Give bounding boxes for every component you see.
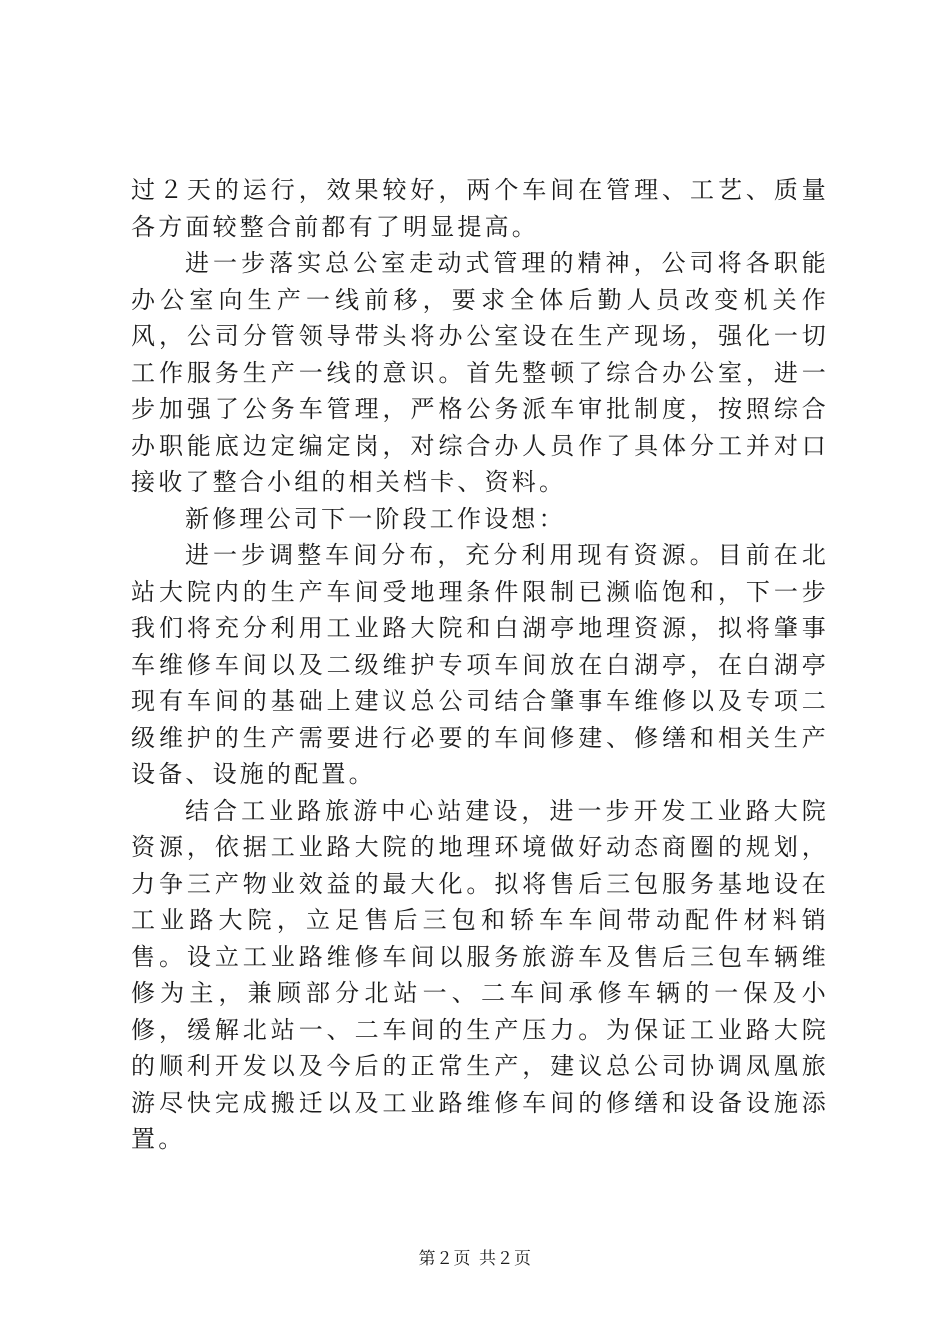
- paragraph-1: 过２天的运行，效果较好，两个车间在管理、工艺、质量各方面较整合前都有了明显提高。: [131, 176, 829, 241]
- paragraph-5: 结合工业路旅游中心站建设，进一步开发工业路大院资源，依据工业路大院的地理环境做好动态商圈的规划，力争三产物业效益的最大化。拟将售后三包服务基地设在工业路大院，立足售后三包和轿车车间带动配件材料销售。设立工业路维修车间以服务旅游车及售后三包车辆维修为主，兼顾部分北站一、二车间承修车辆的一保及小修，缓解北站一、二车间的生产压力。为保证工业路大院的顺利开发以及今后的正常生产，建议总公司协调凤凰旅游尽快完成搬迁以及工业路维修车间的修缮和设备设施添置。: [131, 796, 829, 1153]
- page-footer: [0, 1244, 950, 1269]
- paragraph-3-heading: 新修理公司下一阶段工作设想：: [185, 504, 566, 533]
- document-body: [131, 172, 829, 1158]
- page-number-current: 第２页: [418, 1249, 471, 1269]
- page-number-total: 共２页: [479, 1249, 532, 1269]
- paragraph-4: 进一步调整车间分布，充分利用现有资源。目前在北站大院内的生产车间受地理条件限制已濒临饱和，下一步我们将充分利用工业路大院和白湖亭地理资源，拟将肇事车维修车间以及二级维护专项车间放在白湖亭，在白湖亭现有车间的基础上建议总公司结合肇事车维修以及专项二级维护的生产需要进行必要的车间修建、修缮和相关生产设备、设施的配置。: [131, 541, 829, 788]
- paragraph-2: 进一步落实总公室走动式管理的精神，公司将各职能办公室向生产一线前移，要求全体后勤人员改变机关作风，公司分管领导带头将办公室设在生产现场，强化一切工作服务生产一线的意识。首先整顿了综合办公室，进一步加强了公务车管理，严格公务派车审批制度，按照综合办职能底边定编定岗，对综合办人员作了具体分工并对口接收了整合小组的相关档卡、资料。: [131, 249, 829, 496]
